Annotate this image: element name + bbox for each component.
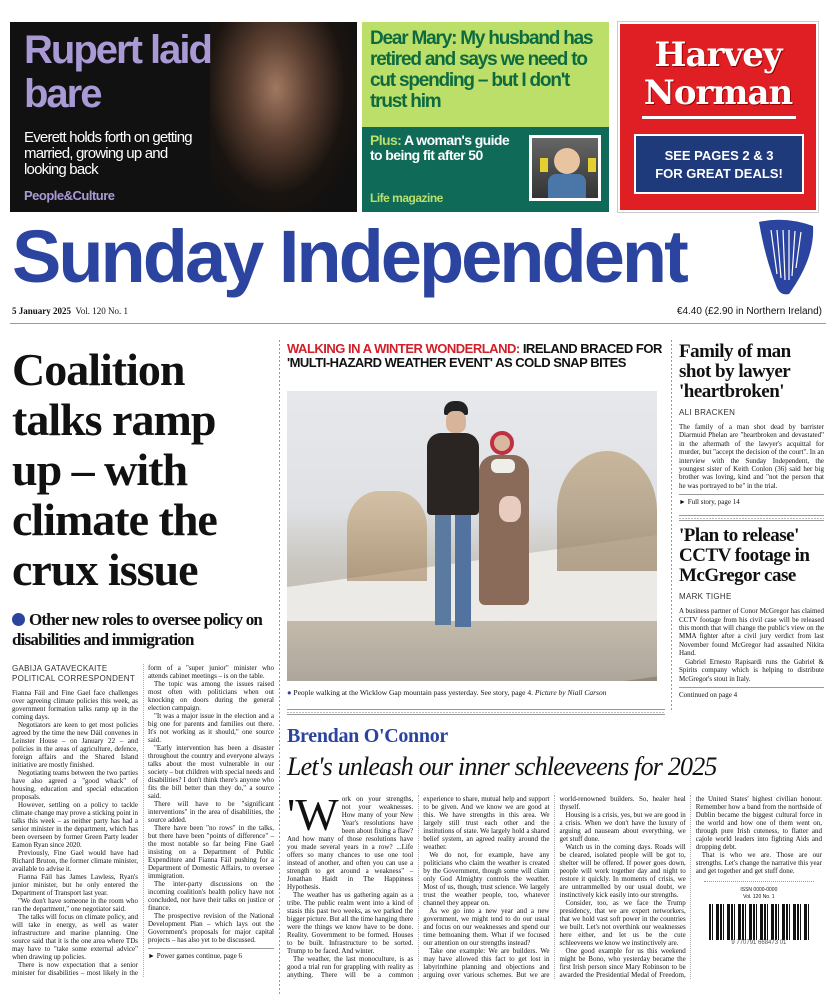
column-divider xyxy=(671,340,672,710)
life-magazine-label: Life magazine xyxy=(370,191,443,205)
story-text: Gabriel Ernesto Rapisardi runs the Gabriel & Spirits company which is helping to distribute McGregor's stout in Italy. xyxy=(679,657,824,683)
lead-body: GABIJA GATAVECKAITE POLITICAL CORRESPONDENT Fianna Fáil and Fine Gael face challenges over agreeing climate policies this week, as government formation talks ramp up in the coming days. Negotiators are keen to get most policies agreed by the time the new Dáil convenes in Leinster House – on January 22 – and policies in the areas of agriculture, defence, foreign affairs and the Shared Island initiative are mostly finished. Negotiating teams between the two parties have also agreed a "good whack" of housing, education and special education proposals. However, settling on a policy to tackle climate change may prove a sticking point in talks this week – as neither party has had a senior minister in the department, which has been overseen by former Green Party leader Eamon Ryan since 2020. Previously, Fine Gael would have had Richard Bruton, the former climate minister, available to advise it. Fianna Fáil has James Lawless, Ryan's junior minister, but he only entered the Department of Transport last year. "We don't have someone in the room who ran the department," one negotiator said. The talks will focus on climate policy, and will take in energy, as well as water infrastructure and marine planning. One source said that it is the one area where TDs may have to "take some external advice" when drawing up policies. There is now expectation that a senior minister for disabilities – most likely in the form of a "super junior" minister who attends cabinet meetings – is on the table. The topic was among the issues raised most often with politicians when out knocking on doors during the general election campaign. "It was a major issue in the election and a big one for parents and families out there. It's not working as it should," one source said. "Early intervention has been a disaster throughout the country and everyone always talks about the most vulnerable in our society – but children with special needs and disabilities? I don't think there's anyone who fits the bill better than they do," a source said. There will have to be "significant interventions" in the area of disabilities, the source added. There have been "no rows" in the talks, but there have been "points of difference" – the most notable so far being Fine Gael insisting on a Department of Public Expenditure and Fianna Fáil pushing for a Department of Domestic Affairs, to oversee immigration. The inter-party discussions on the incoming coalition's health policy have not concluded, nor have their talks on justice or finance. The prospective revision of the National Development Plan – which lays out the Government's proposals for major capital projects – has also yet to be discussed. ► Power games continue, page 6 xyxy=(12,664,274,977)
story-byline: ALI BRACKEN xyxy=(679,408,736,417)
promo-subtext: Everett holds forth on getting married, growing up and looking back xyxy=(24,129,192,178)
story-headline[interactable]: 'Plan to release' CCTV footage in McGregor case xyxy=(679,525,810,587)
ad-underline xyxy=(642,116,796,119)
column-headline[interactable]: Let's unleash our inner schleeveens for 2025 xyxy=(287,752,717,781)
barcode-bars xyxy=(709,904,809,940)
lead-byline: GABIJA GATAVECKAITE POLITICAL CORRESPONDENT xyxy=(12,664,136,683)
rupert-everett-photo xyxy=(210,22,357,212)
dateline: 5 January 2025 Vol. 120 No. 1 xyxy=(12,306,128,316)
lead-headline[interactable]: Coalition talks ramp up – with climate the crux issue xyxy=(12,344,217,595)
story-headline[interactable]: Family of man shot by lawyer 'heartbroken' xyxy=(679,341,791,402)
lead-continued-link[interactable]: ► Power games continue, page 6 xyxy=(148,948,274,961)
harp-logo-icon xyxy=(755,218,817,298)
weather-kicker[interactable]: WALKING IN A WINTER WONDERLAND: IRELAND BRACED FOR 'MULTI-HAZARD WEATHER EVENT' AS COLD SNAP BITES xyxy=(287,341,662,370)
ad-cta: SEE PAGES 2 & 3 FOR GREAT DEALS! xyxy=(634,134,804,194)
barcode: ISSN 0000-0000 Vol. 120 No. 1 9 770791 668473 01 xyxy=(704,881,814,947)
lead-subhead: Other new roles to oversee policy on disabilities and immigration xyxy=(12,610,263,649)
columnist-name: Brendan O'Connor xyxy=(287,725,448,747)
story-link[interactable]: Continued on page 4 xyxy=(679,687,824,700)
story-text: The family of a man shot dead by barrister Diarmuid Phelan are "heartbroken and devastated" in the aftermath of the lawyer's acquittal for murder, but "accept the decision of the court". In an interview with the Sunday Independent, the youngest sister of Keith Conlon (36) said her big brother was loving, kind and "not the person that he was portrayed to be" in the trial. xyxy=(679,423,824,490)
divider xyxy=(287,709,665,715)
promo-headline: Rupert laid bare xyxy=(24,28,211,116)
fitness-photo xyxy=(529,135,601,201)
dear-mary-headline: Dear Mary: My husband has retired and says we need to cut spending – but I don't trust him xyxy=(362,22,609,127)
story-text: A business partner of Conor McGregor has claimed CCTV footage from his civil case will be released this month that will change the public's view on the MMA fighter after a civil jury verdict from last November found McGregor had assaulted Nikita Hand. xyxy=(679,607,824,658)
people-culture-promo[interactable] xyxy=(10,22,357,212)
bullet-icon xyxy=(12,613,25,626)
story-byline: MARK TIGHE xyxy=(679,592,732,602)
wicklow-gap-photo xyxy=(287,391,657,681)
column-body: 'Work on your strengths, not your weaknesses. How many of your New Year's resolutions have been about fixing a flaw? And how many of those resolutions have you made several years in a row? ...Life offers so many chances to use one tool instead of another, and often you can use a strength to get around a weakness" – Jonathan Haidt in The Happiness Hypothesis. The weather has us gathering again as a tribe. The public realm went into a kind of stasis this past two weeks, as we parked the bigger picture. But all the time hanging there were the things we know have to be done. Reality. Government to be formed. Houses to be built. Infrastructure to be sorted. Trump to be faced. And winter. The weather, the last monoculture, is as good a trial run for grappling with reality as anything. There will be a common experience to share, mutual help and support to be given. And we know we are good at this. We have strengths in this area. We largely still trust each other and the institutions of state. We largely hold a shared belief system, an agreed reality around the weather. We do not, for example, have any politicians who claim the weather is created by the Government, though some will claim only God Almighty controls the weather. Most of us, though, trust science. We largely trust the weather people, too, whatever channel they appear on. As we go into a new year and a new government, we might tend to do our usual and focus on our weaknesses and spend our time bemoaning them. What if we focused our attention on our strengths instead? Take one example: We are builders. We may have allowed this fact to get lost in labyrinthine planning and objections and arguing over various schemes. But we are world-renowned builders. So, healer heal thyself. Housing is a crisis, yes, but we are good in a crisis. When we don't have the luxury of arguing ad nauseam about everything, we get stuff done. Watch us in the coming days. Roads will be cleared, isolated people will be got to, shelter will be offered. If power goes down, people will work together day and night to restore it quickly. In moments of crisis, we are untrammelled by our usual doubt, we instinctively kick easily into our strengths. Consider, too, as we face the Trump presidency, that we are expert networkers, that we hold vast soft power in the countries we built. Let's not overthink our weaknesses here either, and let us be the cute schleeveens we know we instinctively are. One good example for us this weekend might be Bono, who yesterday became the first Irish person since Mary Robinson to be awarded the Presidential Medal of Freedom, the United States' highest civilian honour. Remember how a band from the northside of Dublin became the biggest cultural force in the world and how one of them went on, through pure Irish cuteness, to flatter and cajole world leaders into fighting Aids and dropping debt. That is who we are. Those are our strengths. Let's change the narrative this year and get together and get stuff done. ISSN 0000-0000 Vol. 120 No. 1 9 770791 668473 01 xyxy=(287,789,822,979)
ad-brand-line: Harvey xyxy=(654,35,782,75)
plus-text: Plus: A woman's guide to being fit after 50 xyxy=(370,132,510,163)
right-column xyxy=(679,342,824,700)
divider xyxy=(10,323,826,324)
ad-brand-line: Norman xyxy=(643,73,793,113)
promo-section: People&Culture xyxy=(24,188,115,203)
divider xyxy=(679,515,824,521)
story-link[interactable]: ► Full story, page 14 xyxy=(679,494,824,507)
price: €4.40 (£2.90 in Northern Ireland) xyxy=(676,306,822,317)
life-magazine-promo[interactable] xyxy=(362,22,609,212)
harvey-norman-ad[interactable] xyxy=(618,22,818,212)
column-divider xyxy=(279,340,280,995)
masthead-title: Sunday Independent xyxy=(12,215,686,298)
photo-caption: ● People walking at the Wicklow Gap mountain pass yesterday. See story, page 4. Picture by Niall Carson xyxy=(287,688,607,697)
dropcap: 'W xyxy=(287,789,339,840)
